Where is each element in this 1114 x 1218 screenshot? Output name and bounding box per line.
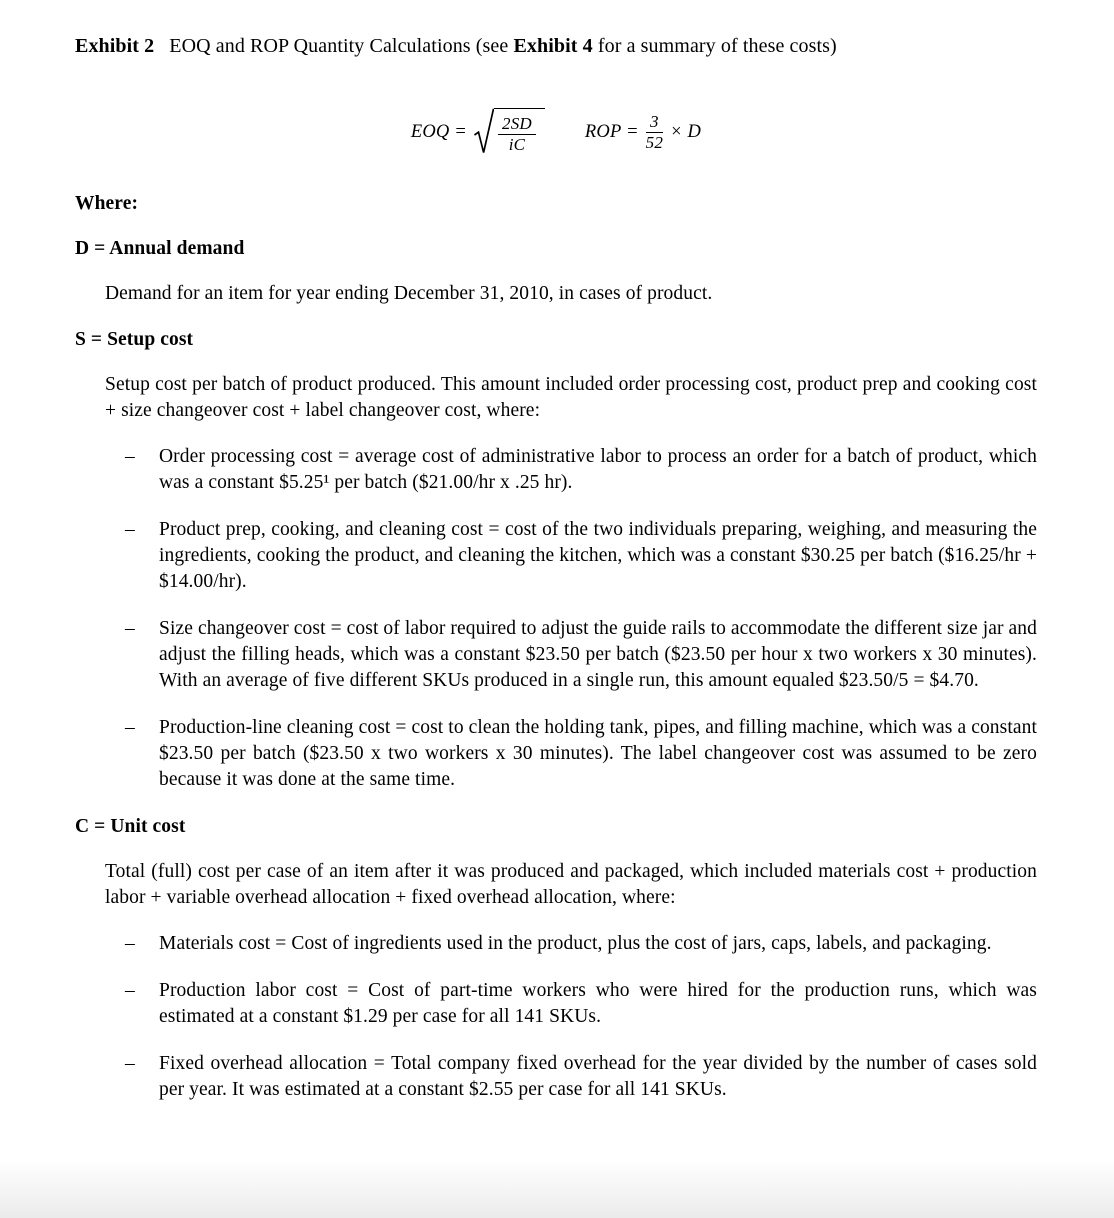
rop-formula — [585, 112, 701, 153]
demand-definition: Demand for an item for year ending December 31, 2010, in cases of product. — [105, 283, 713, 304]
rop-rhs: × D — [670, 122, 702, 142]
list-item — [125, 715, 1037, 793]
size-changeover-cost-text: Size changeover cost = cost of labor required to adjust the guide rails to accommodate the different size jar and adjust the filling heads, which was a constant $23.50 per batch ($23.50 per hour x two workers x 30 minutes). With an average of five different SKUs produced in a single run, this amount equaled $23.50/5 = $4.70. — [159, 618, 1038, 691]
exhibit-title-text: EOQ and ROP Quantity Calculations (see — [169, 35, 514, 57]
unit-cost-intro: Total (full) cost per case of an item after it was produced and packaged, which included materials cost + production labor + variable overhead allocation + fixed overhead allocation, where: — [105, 861, 1037, 908]
fixed-overhead-allocation-text: Fixed overhead allocation = Total company fixed overhead for the year divided by the number of cases sold per year. It was estimated at a constant $2.55 per case for all 141 SKUs. — [159, 1053, 1037, 1100]
demand-heading: D = Annual demand — [75, 238, 245, 259]
rop-lhs: ROP = — [584, 122, 639, 142]
product-prep-cost-text: Product prep, cooking, and cleaning cost = cost of the two individuals preparing, weighing, and measuring the ingredients, cooking the product, and cleaning the kitchen, which was a constant $30.25 per batch ($16.25/hr + $14.00/hr). — [159, 519, 1037, 592]
dash-bullet-marker: – — [125, 1053, 135, 1074]
order-processing-cost-text: Order processing cost = average cost of administrative labor to process an order for a batch of product, which was a constant $5.25¹ per batch ($21.00/hr x .25 hr). — [159, 446, 1037, 493]
production-labor-cost-text: Production labor cost = Cost of part-time workers who were hired for the production runs, which was estimated at a constant $1.29 per case for all 141 SKUs. — [159, 980, 1037, 1027]
materials-cost-text: Materials cost = Cost of ingredients used in the product, plus the cost of jars, caps, labels, and packaging. — [159, 933, 992, 954]
eoq-lhs: EOQ = — [410, 122, 467, 142]
dash-bullet-marker: – — [125, 933, 135, 954]
dash-bullet-marker: – — [125, 446, 135, 467]
rop-fraction-denominator: 52 — [645, 132, 664, 152]
setup-cost-bullet-list — [125, 444, 1037, 793]
where-label: Where: — [75, 193, 139, 214]
rop-fraction-numerator: 3 — [646, 112, 663, 133]
rop-fraction — [646, 112, 663, 153]
exhibit-title — [75, 33, 1037, 59]
unit-cost-heading: C = Unit cost — [75, 816, 186, 837]
exhibit-number: Exhibit 2 — [75, 35, 155, 57]
dash-bullet-marker: – — [125, 980, 135, 1001]
list-item — [125, 931, 1037, 957]
eoq-fraction — [498, 114, 536, 155]
setup-cost-heading: S = Setup cost — [75, 329, 194, 350]
square-root-radical — [474, 108, 545, 156]
setup-cost-intro: Setup cost per batch of product produced. This amount included order processing cost, product prep and cooking cost + size changeover cost + label changeover cost, where: — [105, 374, 1037, 421]
radical-sign-icon — [474, 108, 494, 156]
list-item — [125, 517, 1037, 595]
radicand — [494, 108, 545, 156]
list-item — [125, 1051, 1037, 1103]
list-item — [125, 978, 1037, 1030]
eoq-fraction-denominator: iC — [508, 135, 526, 154]
exhibit4-reference: Exhibit 4 — [513, 35, 593, 57]
eoq-formula — [411, 108, 545, 156]
dash-bullet-marker: – — [125, 519, 135, 540]
dash-bullet-marker: – — [125, 618, 135, 639]
unit-cost-bullet-list — [125, 931, 1037, 1103]
list-item — [125, 616, 1037, 694]
exhibit-title-tail: for a summary of these costs) — [592, 35, 837, 57]
production-line-cleaning-cost-text: Production-line cleaning cost = cost to clean the holding tank, pipes, and filling machine, which was a constant $23.50 per batch ($23.50 x two workers x 30 minutes). The label changeover cost was assumed to be zero because it was done at the same time. — [159, 717, 1037, 790]
eoq-fraction-numerator: 2SD — [498, 114, 536, 135]
list-item — [125, 444, 1037, 496]
page-bottom-fade — [0, 1160, 1114, 1218]
formula-row — [75, 101, 1037, 163]
dash-bullet-marker: – — [125, 717, 135, 738]
